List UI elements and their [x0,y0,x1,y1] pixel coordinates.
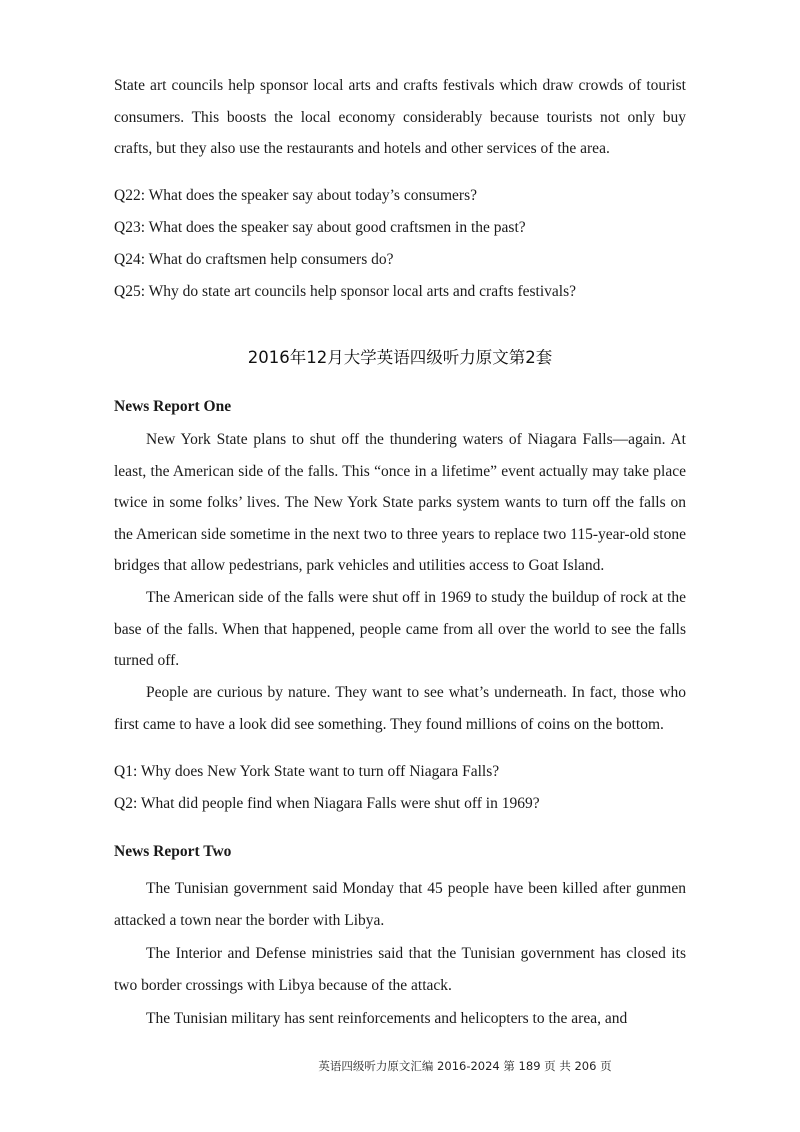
report-one-paragraph-2: The American side of the falls were shut off in 1969 to study the buildup of rock at the base of the falls. When that happened, people came from all over the world to see the falls turned off. [114,589,686,669]
report-two-paragraph-1: The Tunisian government said Monday that 45 people have been killed after gunmen attacked a town near the border with Libya. [114,880,686,929]
report-two-paragraph-2: The Interior and Defense ministries said that the Tunisian government has closed its two border crossings with Libya because of the attack. [114,945,686,994]
section-title: 2016年12月大学英语四级听力原文第2套 [247,348,553,367]
report-one-question-q2: Q2: What did people find when Niagara Falls were shut off in 1969? [114,795,540,812]
question-q23: Q23: What does the speaker say about good craftsmen in the past? [114,219,526,236]
report-one-question-q1: Q1: Why does New York State want to turn off Niagara Falls? [114,763,500,780]
question-q24: Q24: What do craftsmen help consumers do? [114,251,394,268]
report-one-heading: News Report One [114,398,232,415]
question-q22: Q22: What does the speaker say about today’s consumers? [114,187,478,204]
report-one-paragraph-1: New York State plans to shut off the thundering waters of Niagara Falls—again. At least, the American side of the falls. This “once in a lifetime” event actually may take place twice in some folks’ lives. The New York State parks system wants to turn off the falls on the American side sometime in the next two to three years to replace two 115-year-old stone bridges that allow pedestrians, park vehicles and utilities access to Goat Island. [114,431,686,574]
intro-paragraph: State art councils help sponsor local arts and crafts festivals which draw crowds of tourist consumers. This boosts the local economy considerably because tourists not only buy crafts, but they also use the restaurants and hotels and other services of the area. [114,77,686,157]
question-q25: Q25: Why do state art councils help sponsor local arts and crafts festivals? [114,283,577,300]
page-footer: 英语四级听力原文汇编 2016-2024 第 189 页 共 206 页 [318,1059,612,1073]
report-two-paragraph-3: The Tunisian military has sent reinforcements and helicopters to the area, and [146,1010,628,1027]
report-one-paragraph-3: People are curious by nature. They want to see what’s underneath. In fact, those who first came to have a look did see something. They found millions of coins on the bottom. [114,684,686,733]
report-two-heading: News Report Two [114,843,232,860]
